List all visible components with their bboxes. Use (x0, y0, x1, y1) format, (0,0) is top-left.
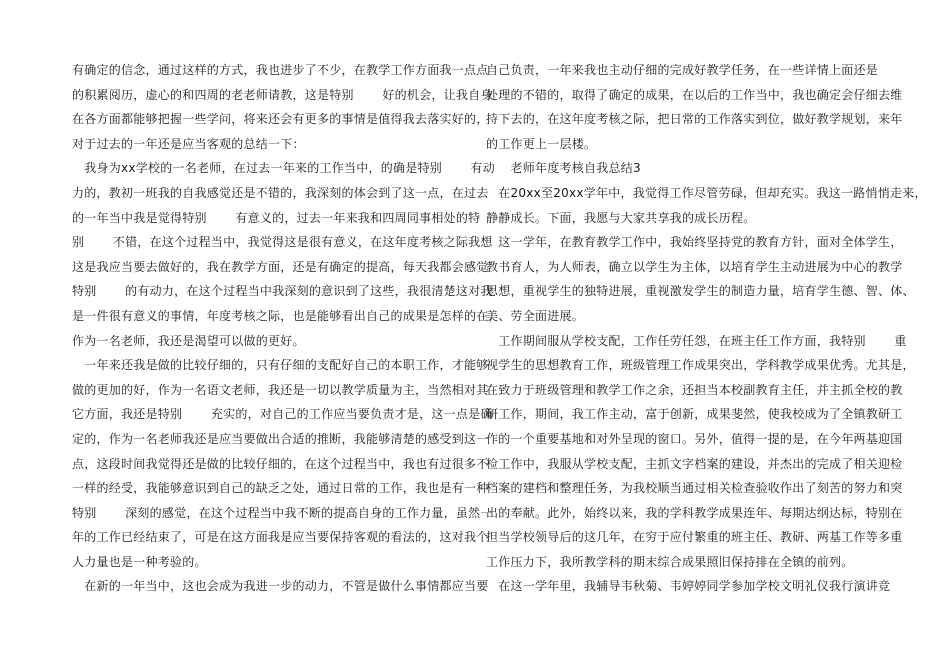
text-line: 处理的不错的，取得了确定的成果，在以后的工作当中，我也确定会仔细去维 (486, 87, 903, 102)
text-line: 有确定的信念，通过这样的方式，我也进步了不少，在教学工作方面我一点点 (72, 63, 489, 77)
text-line: 视学生的思想教育工作，班级管理工作成果突出，学科教学成果优秀。尤其是， (486, 358, 915, 373)
text-line: 力的，教初一班我的自我感觉还是不错的，我深刻的体会到了这一点，在过去 (72, 185, 489, 200)
text-line: 静静成长。下面，我愿与大家共享我的成长历程。 (486, 210, 756, 225)
text-line: 对于过去的一年还是应当客观的总结一下： (72, 136, 305, 151)
text-line: 自己负责，一年来我也主动仔细的完成好教学任务，在一些详情上面还是 (486, 63, 879, 77)
text-line: 特别 深刻的感觉，在这个过程当中我不断的提高自身的工作力量，虽然一 (72, 505, 493, 520)
text-line: 一样的经受，我能够意识到自己的缺乏之处，通过日常的工作，我也是有一种 (72, 481, 489, 496)
text-line: 担当学校领导后的这几年，在穷于应付繁重的班主任、教研、两基工作等多重 (486, 530, 903, 545)
text-line: 工作期间服从学校支配，工作任劳任怨，在班主任工作方面，我特别 重 (486, 333, 907, 348)
text-line: 在20xx至20xx学年中，我觉得工作尽管劳碌，但却充实。我这一路悄悄走来， (486, 185, 927, 200)
text-line: 持下去的，在这年度考核之际，把日常的工作落实到位，做好教学规划，来年 (486, 112, 903, 127)
text-line: 做的更加的好，作为一名语文老师，我还是一切以教学质量为主，当然相对其 (72, 382, 489, 397)
text-line: 特别 的有动力，在这个过程当中我深刻的意识到了这些，我很清楚这对我 (72, 284, 493, 299)
text-line: 人力量也是一种考验的。 (72, 554, 207, 569)
text-line: 定的，作为一名老师我还是应当要做出合适的推断，我能够清楚的感受到这一 (72, 431, 489, 446)
text-line: 年的工作已经结束了，可是在这方面我是应当要保持客观的看法的，这对我个 (72, 530, 489, 545)
text-line: 档案的建档和整理任务，为我校顺当通过相关检查验收作出了刻苦的努力和突 (486, 481, 903, 496)
text-line: 别 不错，在这个过程当中，我觉得这是很有意义，在这年度考核之际我想 (72, 235, 493, 250)
text-line: 它方面，我还是特别 充实的，对自己的工作应当要负责才是，这一点是确 (72, 407, 493, 422)
text-line: 思想，重视学生的独特进展，重视激发学生的制造力量，培育学生德、智、体、 (486, 284, 915, 299)
right-text-column (486, 58, 927, 599)
text-line: 是一件很有意义的事情，年度考核之际，也是能够看出自己的成果是怎样的在， (72, 308, 501, 323)
text-line: 教书育人，为人师表，确立以学生为主体，以培育学生主动进展为中心的教学 (486, 259, 903, 274)
text-line: 作为一名老师，我还是渴望可以做的更好。 (72, 333, 305, 348)
text-line: 的积累阅历，虚心的和四周的老老师请教，这是特别 好的机会，让我自身 (72, 87, 493, 102)
text-line: 在致力于班级管理和教学工作之余，还担当本校副教育主任，并主抓全校的教 (486, 382, 903, 397)
text-line: 在各方面都能够把握一些学问，将来还会有更多的事情是值得我去落实好的， (72, 112, 489, 127)
left-text-column (72, 58, 501, 599)
text-line: 研工作，期间，我工作主动，富于创新，成果斐然，使我校成为了全镇教研工 (486, 407, 903, 422)
text-line: 的工作更上一层楼。 (486, 136, 597, 151)
text-line: 检工作中，我服从学校支配，主抓文字档案的建设，并杰出的完成了相关迎检 (486, 456, 903, 471)
text-line: 工作压力下，我所教学科的期末综合成果照旧保持排在全镇的前列。 (486, 554, 854, 569)
text-line: 这一学年，在教育教学工作中，我始终坚持党的教育方针，面对全体学生， (486, 235, 903, 250)
text-line: 一年来还我是做的比较仔细的，只有仔细的支配好自己的本职工作，才能够 (72, 358, 489, 373)
text-line: 我身为xx学校的一名老师，在过去一年来的工作当中，的确是特别 有动 (72, 161, 496, 176)
text-line: 点，这段时间我觉得还是做的比较仔细的，在这个过程当中，我也有过很多不 (72, 456, 489, 471)
text-line: 这是我应当要去做好的，我在教学方面，还是有确定的提高，每天我都会感觉 (72, 259, 489, 274)
text-line: 美、劳全面进展。 (486, 308, 585, 323)
text-line: 在这一学年里，我辅导韦秋菊、韦婷婷同学参加学校文明礼仪我行演讲竞 (486, 579, 891, 594)
text-line: 的一年当中我是觉得特别 有意义的，过去一年来我和四周同事相处的特 (72, 210, 481, 225)
text-line: 老师年度考核自我总结3 (486, 161, 641, 176)
text-line: 在新的一年当中，这也会成为我进一步的动力，不管是做什么事情都应当要 (72, 579, 489, 594)
text-line: 出的奉献。此外，始终以来，我的学科教学成果连年、每期达纲达标，特别在 (486, 505, 903, 520)
text-line: 作的一个重要基地和对外呈现的窗口。另外，值得一提的是，在今年两基迎国 (486, 431, 903, 446)
